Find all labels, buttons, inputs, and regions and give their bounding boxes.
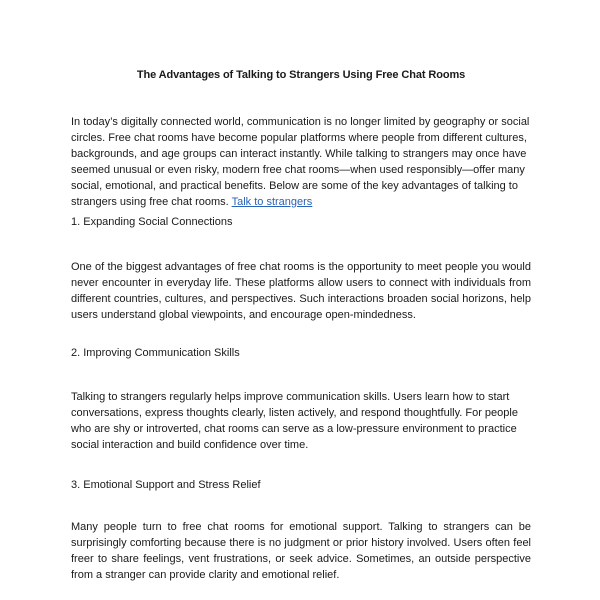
- intro-paragraph: [71, 114, 531, 210]
- document-title: The Advantages of Talking to Strangers Using Free Chat Rooms: [136, 69, 466, 81]
- section-heading-1: 1. Expanding Social Connections: [71, 216, 233, 228]
- section-heading-2: 2. Improving Communication Skills: [71, 347, 240, 359]
- section-body-2: Talking to strangers regularly helps improve communication skills. Users learn how to start conversations, express thoughts clearly, listen actively, and respond thoughtfully. For people who are shy or introverted, chat rooms can serve as a low-pressure environment to practice social interaction and build confidence over time.: [71, 391, 518, 451]
- intro-text: In today’s digitally connected world, communication is no longer limited by geography or social circles. Free chat rooms have become popular platforms where people from different cultures, backgrounds, and age groups can interact instantly. While talking to strangers may once have seemed unusual or even risky, modern free chat rooms—when used responsibly—offer many social, emotional, and practical benefits. Below are some of the key advantages of talking to strangers using free chat rooms.: [71, 116, 530, 208]
- section-body-1: One of the biggest advantages of free chat rooms is the opportunity to meet people you would never encounter in everyday life. These platforms allow users to connect with individuals from different countries, cultures, and perspectives. Such interactions broaden social horizons, help users understand global viewpoints, and encourage open-mindedness.: [71, 261, 531, 321]
- talk-to-strangers-link[interactable]: Talk to strangers: [231, 196, 313, 208]
- section-heading-3: 3. Emotional Support and Stress Relief: [71, 479, 261, 491]
- section-body-3: Many people turn to free chat rooms for emotional support. Talking to strangers can be surprisingly comforting because there is no judgment or prior history involved. Users often feel freer to share feelings, vent frustrations, or seek advice. Sometimes, an outside perspective from a stranger can provide clarity and emotional relief.: [71, 521, 531, 581]
